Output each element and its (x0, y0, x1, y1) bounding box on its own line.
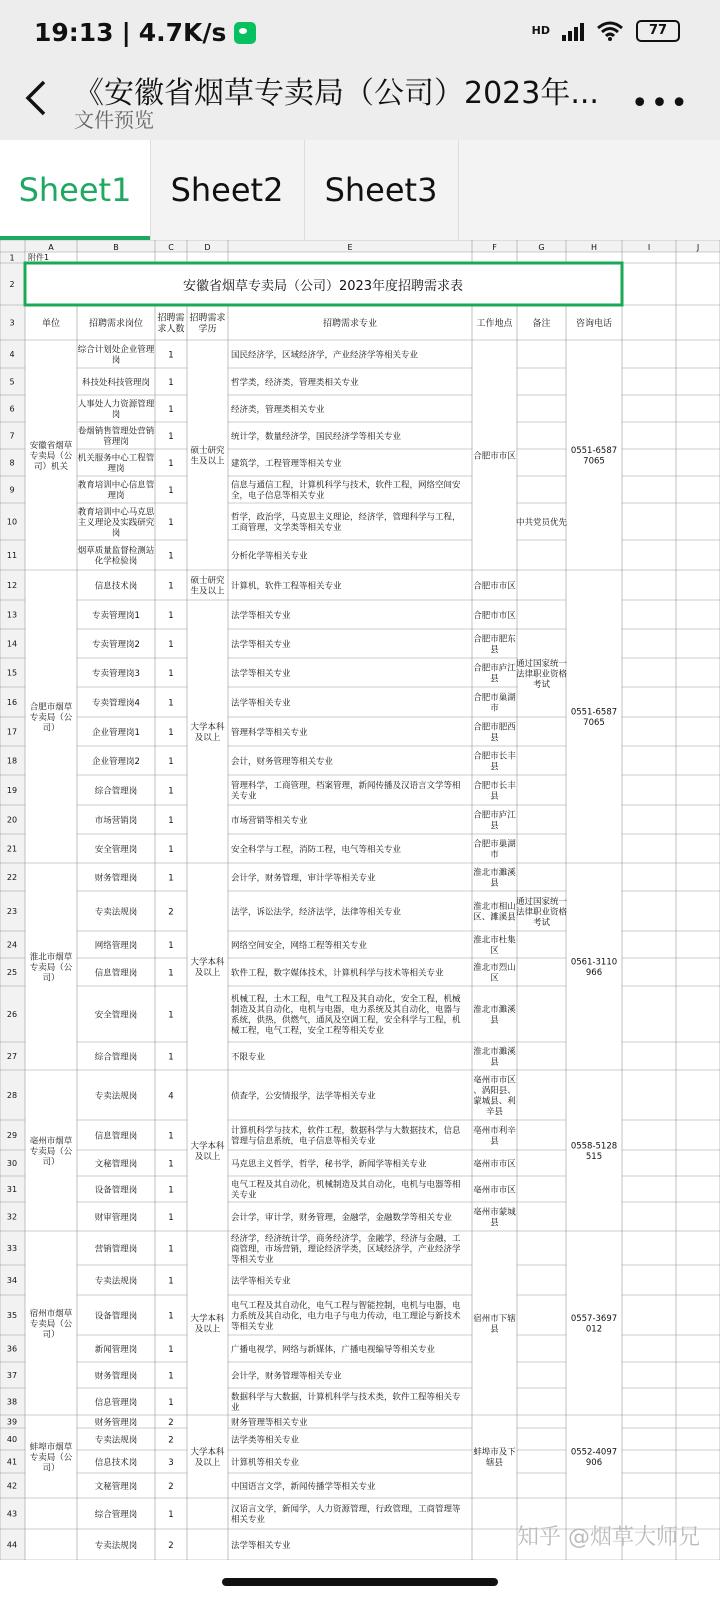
count-cell: 1 (168, 1509, 174, 1520)
status-right (532, 20, 680, 42)
row-number: 40 (6, 1435, 18, 1444)
location-cell: 合肥市巢湖市 (473, 693, 516, 714)
home-indicator[interactable] (222, 1578, 498, 1586)
table-title: 安徽省烟草专卖局（公司）2023年度招聘需求表 (182, 279, 464, 294)
phone-cell: 0552-4097 906 (570, 1447, 618, 1468)
count-cell: 2 (168, 1481, 174, 1492)
location-cell: 合肥市长丰县 (473, 781, 516, 802)
count-cell: 2 (168, 1435, 174, 1446)
major-cell: 统计学，数量经济学，国民经济学等相关专业 (231, 431, 402, 442)
location-cell: 合肥市市区 (473, 610, 516, 621)
major-cell: 市场营销等相关专业 (231, 815, 308, 826)
row-number: 35 (6, 1311, 18, 1320)
position-cell: 专卖管理岗1 (92, 610, 140, 621)
row-number: 3 (9, 318, 15, 328)
column-letter: F (492, 243, 497, 252)
major-cell: 法学等相关专业 (231, 610, 291, 621)
location-cell: 亳州市蒙城县 (473, 1207, 516, 1228)
status-time: 19:13 (34, 18, 114, 47)
phone-cell: 0561-3110 966 (570, 957, 618, 978)
location-cell: 淮北市濉溪县 (473, 1005, 516, 1026)
position-cell: 烟草质量监督检测站化学检验岗 (77, 546, 155, 567)
count-cell: 1 (168, 786, 174, 797)
note-cell: 通过国家统一法律职业资格考试 (515, 658, 568, 690)
count-cell: 1 (168, 1185, 174, 1196)
phone-cell: 0557-3697 012 (570, 1314, 618, 1335)
position-cell: 综合管理岗 (94, 786, 138, 797)
count-cell: 1 (168, 1244, 174, 1255)
count-cell: 1 (168, 377, 174, 388)
major-cell: 网络空间安全，网络工程等相关专业 (231, 940, 368, 951)
status-separator: | (121, 18, 131, 47)
education-cell: 大学本科及以上 (190, 722, 225, 743)
row-number: 13 (6, 610, 18, 620)
watermark: 知乎 @烟草大师兄 (517, 1525, 700, 1550)
major-cell: 法学等相关专业 (231, 1276, 291, 1287)
position-cell: 机关服务中心工程管理岗 (77, 453, 155, 474)
major-cell: 经济学，经济统计学，商务经济学，金融学，经济与金融，工商管理，市场营销，理论经济学类，区域经济学，产业经济学等相关专业 (231, 1233, 461, 1265)
count-cell: 1 (168, 1212, 174, 1223)
count-cell: 1 (168, 1276, 174, 1287)
count-cell: 1 (168, 1344, 174, 1355)
count-cell: 4 (168, 1091, 174, 1102)
major-cell: 法学类等相关专业 (231, 1435, 300, 1446)
major-cell: 会计，财务管理等相关专业 (231, 756, 334, 767)
column-letter: H (590, 243, 598, 252)
column-letter: C (168, 243, 174, 252)
major-cell: 机械工程，土木工程，电气工程及其自动化，安全工程，机械制造及其自动化，电机与电器，电力系统及其自动化，电器与系统，供热，供燃气，通风及空调工程，安全科学与工程，机械工程，电气工程，安全工程等相关专业 (231, 994, 461, 1036)
education-cell: 大学本科及以上 (190, 1314, 225, 1335)
row-number: 16 (6, 698, 18, 707)
row-number: 41 (6, 1457, 18, 1467)
row-number: 23 (6, 907, 18, 916)
position-cell: 营销管理岗 (94, 1244, 138, 1255)
count-cell: 1 (168, 639, 174, 650)
count-cell: 1 (168, 815, 174, 826)
location-cell: 合肥市市区 (473, 451, 516, 462)
position-cell: 新闻管理岗 (94, 1344, 138, 1355)
location-cell: 亳州市市区、涡阳县、蒙城县、利辛县 (473, 1075, 516, 1117)
row-number: 5 (9, 377, 15, 387)
major-cell: 法学，诉讼法学，经济法学，法律等相关专业 (231, 907, 402, 918)
row-number: 10 (6, 517, 18, 527)
count-cell: 1 (168, 1010, 174, 1021)
row-number: 33 (6, 1244, 18, 1253)
position-cell: 科技处科技管理岗 (81, 377, 151, 388)
note-cell: 中共党员优先 (515, 517, 568, 528)
row-number: 32 (6, 1212, 18, 1222)
row-number: 18 (6, 756, 18, 766)
major-cell: 国民经济学，区域经济学，产业经济学等相关专业 (231, 350, 419, 361)
count-cell: 1 (168, 1052, 174, 1063)
count-cell: 1 (168, 431, 174, 442)
hd-badge: HD (531, 24, 550, 37)
position-cell: 设备管理岗 (94, 1185, 138, 1196)
row-number: 2 (9, 280, 15, 289)
position-cell: 企业管理岗1 (92, 727, 140, 738)
major-cell: 数据科学与大数据，计算机科学与技术类，软件工程等相关专业 (231, 1392, 461, 1413)
unit-cell: 淮北市烟草专卖局（公司） (29, 952, 73, 984)
location-cell: 淮北市相山区、濉溪县 (473, 902, 516, 923)
signal-icon (562, 21, 584, 41)
wifi-icon (596, 20, 624, 42)
major-cell: 哲学，政治学，马克思主义理论，经济学，管理科学与工程，工商管理，文学类等相关专业 (231, 512, 461, 533)
position-cell: 专卖管理岗3 (92, 668, 140, 679)
position-cell: 专卖管理岗4 (92, 698, 140, 709)
column-letter: J (696, 243, 700, 252)
count-cell: 1 (168, 1397, 174, 1408)
position-cell: 企业管理岗2 (92, 756, 140, 767)
major-cell: 马克思主义哲学，哲学，秘书学，新闻学等相关专业 (231, 1159, 427, 1170)
row-number: 43 (6, 1509, 18, 1519)
count-cell: 1 (168, 458, 174, 469)
more-menu-icon[interactable]: ••• (630, 86, 690, 121)
major-cell: 管理科学，工商管理，档案管理，新闻传播及汉语言文学等相关专业 (231, 781, 461, 802)
row-number: 38 (6, 1397, 18, 1407)
position-cell: 财务管理岗 (94, 1417, 138, 1428)
row-number: 22 (6, 873, 18, 882)
spreadsheet-grid (0, 240, 720, 1560)
column-header: 单位 (41, 319, 61, 329)
location-cell: 淮北市烈山区 (473, 963, 516, 984)
wechat-icon (234, 22, 256, 44)
count-cell: 1 (168, 1131, 174, 1142)
row-number: 37 (6, 1371, 18, 1380)
major-cell: 侦查学，公安情报学，法学等相关专业 (231, 1091, 376, 1102)
row-number: 30 (6, 1159, 18, 1168)
education-cell: 大学本科及以上 (190, 1141, 225, 1162)
row-number: 21 (6, 844, 18, 854)
count-cell: 1 (168, 940, 174, 951)
location-cell: 合肥市庐江县 (473, 663, 516, 684)
position-cell: 信息技术岗 (94, 581, 138, 592)
column-letter: D (204, 243, 211, 252)
position-cell: 综合管理岗 (94, 1052, 138, 1063)
major-cell: 软件工程，数字媒体技术，计算机科学与技术等相关专业 (231, 968, 444, 979)
location-cell: 淮北市濉溪县 (473, 1047, 516, 1068)
position-cell: 专卖法规岗 (94, 1435, 138, 1446)
count-cell: 3 (168, 1457, 174, 1468)
position-cell: 财务管理岗 (94, 1371, 138, 1382)
row-number: 42 (6, 1481, 18, 1491)
major-cell: 会计学，财务管理等相关专业 (231, 1371, 342, 1382)
position-cell: 信息管理岗 (94, 1397, 138, 1408)
education-cell: 硕士研究生及以上 (190, 576, 225, 597)
count-cell: 1 (168, 517, 174, 528)
nav-bar (0, 1560, 720, 1600)
count-cell: 2 (168, 1417, 174, 1428)
count-cell: 1 (168, 668, 174, 679)
count-cell: 1 (168, 1311, 174, 1322)
location-cell: 合肥市长丰县 (473, 751, 516, 772)
count-cell: 1 (168, 698, 174, 709)
major-cell: 管理科学等相关专业 (231, 727, 308, 738)
count-cell: 1 (168, 844, 174, 855)
major-cell: 电气工程及其自动化，电气工程与智能控制，电机与电器，电力系统及其自动化，电力电子与电力传动，电工理论与新技术等相关专业 (231, 1300, 461, 1332)
back-arrow-icon[interactable] (22, 78, 52, 118)
row-number: 6 (9, 404, 15, 414)
position-cell: 财务管理岗 (94, 873, 138, 884)
position-cell: 信息技术岗 (94, 1457, 138, 1468)
column-header: 备注 (532, 319, 551, 329)
count-cell: 1 (168, 1159, 174, 1170)
row-number: 1 (9, 253, 15, 263)
position-cell: 综合管理岗 (94, 1509, 138, 1520)
location-cell: 合肥市庐江县 (473, 810, 516, 831)
major-cell: 计算机科学与技术，软件工程，数据科学与大数据技术，信息管理与信息系统，电子信息等相关专业 (231, 1126, 461, 1147)
major-cell: 电气工程及其自动化，机械制造及其自动化，电机与电器等相关专业 (231, 1180, 461, 1201)
tab-sheet3[interactable]: Sheet3 (304, 140, 459, 240)
phone-cell: 0558-5128 515 (570, 1141, 618, 1162)
major-cell: 汉语言文学，新闻学，人力资源管理，行政管理，工商管理等相关专业 (231, 1504, 461, 1525)
major-cell: 不限专业 (231, 1052, 266, 1063)
major-cell: 法学等相关专业 (231, 698, 291, 709)
count-cell: 1 (168, 404, 174, 415)
count-cell: 1 (168, 350, 174, 361)
status-left (34, 18, 256, 47)
tab-sheet2[interactable]: Sheet2 (150, 140, 305, 240)
count-cell: 1 (168, 610, 174, 621)
status-bar (0, 0, 720, 60)
position-cell: 安全管理岗 (94, 1010, 138, 1021)
column-header: 招聘需求人数 (157, 313, 185, 335)
location-cell: 宿州市下辖县 (473, 1314, 516, 1335)
row-number: 17 (6, 727, 18, 737)
row-number: 4 (9, 350, 15, 359)
row-number: 39 (6, 1417, 18, 1427)
position-cell: 教育培训中心信息管理岗 (77, 480, 155, 501)
major-cell: 财务管理等相关专业 (231, 1417, 308, 1428)
major-cell: 计算机等相关专业 (231, 1457, 300, 1468)
row-number: 8 (9, 458, 15, 468)
count-cell: 1 (168, 727, 174, 738)
unit-cell: 宿州市烟草专卖局（公司） (29, 1308, 73, 1340)
column-letter: A (48, 243, 54, 252)
location-cell: 亳州市市区 (473, 1185, 516, 1196)
row-number: 7 (9, 431, 15, 441)
row-number: 20 (6, 815, 18, 825)
education-cell: 硕士研究生及以上 (190, 446, 225, 467)
major-cell: 法学等相关专业 (231, 668, 291, 679)
major-cell: 会计学，审计学，财务管理，金融学，金融数学等相关专业 (231, 1212, 453, 1223)
row-number: 19 (6, 786, 18, 795)
file-subtitle: 文件预览 (74, 108, 154, 132)
position-cell: 信息管理岗 (94, 968, 138, 979)
position-cell: 专卖法规岗 (94, 907, 138, 918)
location-cell: 合肥市巢湖市 (473, 839, 516, 860)
education-cell: 大学本科及以上 (190, 1447, 225, 1468)
position-cell: 专卖管理岗2 (92, 639, 140, 650)
column-letter: G (538, 243, 545, 252)
title-bar (0, 60, 720, 140)
row-number: 12 (6, 581, 18, 590)
position-cell: 设备管理岗 (94, 1311, 138, 1322)
education-cell: 大学本科及以上 (190, 957, 225, 978)
attachment-label: 附件1 (28, 253, 50, 262)
status-speed: 4.7K/s (138, 18, 227, 47)
count-cell: 1 (168, 1371, 174, 1382)
location-cell: 淮北市杜集区 (473, 935, 516, 956)
major-cell: 安全科学与工程，消防工程，电气等相关专业 (231, 844, 402, 855)
major-cell: 法学等相关专业 (231, 1540, 291, 1551)
location-cell: 合肥市市区 (473, 581, 516, 592)
column-letter: E (347, 243, 353, 252)
major-cell: 计算机，软件工程等相关专业 (231, 581, 342, 592)
column-header-band (0, 240, 720, 252)
row-number: 28 (6, 1091, 18, 1100)
count-cell: 1 (168, 756, 174, 767)
major-cell: 信息与通信工程，计算机科学与技术，软件工程，网络空间安全，电子信息等相关专业 (231, 480, 461, 501)
major-cell: 经济类，管理类相关专业 (231, 404, 325, 415)
position-cell: 专卖法规岗 (94, 1540, 138, 1551)
file-title: 《安徽省烟草专卖局（公司）2023年... (74, 76, 599, 111)
position-cell: 文秘管理岗 (94, 1159, 138, 1170)
position-cell: 综合计划处企业管理岗 (77, 345, 155, 366)
phone-cell: 0551-6587 7065 (570, 446, 618, 467)
position-cell: 安全管理岗 (94, 844, 138, 855)
column-letter: I (647, 243, 651, 252)
position-cell: 信息管理岗 (94, 1131, 138, 1142)
major-cell: 会计学，财务管理，审计学等相关专业 (231, 873, 376, 884)
unit-cell: 亳州市烟草专卖局（公司） (29, 1136, 73, 1168)
column-header: 招聘需求岗位 (88, 319, 144, 329)
note-cell: 通过国家统一法律职业资格考试 (515, 896, 568, 928)
count-cell: 1 (168, 581, 174, 592)
major-cell: 法学等相关专业 (231, 639, 291, 650)
row-number: 14 (6, 639, 18, 649)
column-header: 工作地点 (476, 319, 513, 329)
spreadsheet-view[interactable] (0, 240, 720, 1560)
unit-cell: 蚌埠市烟草专卖局（公司） (29, 1442, 73, 1474)
location-cell: 合肥市肥东县 (473, 634, 516, 655)
row-number: 29 (6, 1131, 18, 1140)
column-header: 咨询电话 (575, 319, 613, 329)
location-cell: 淮北市濉溪县 (473, 868, 516, 889)
location-cell: 蚌埠市及下辖县 (473, 1447, 516, 1468)
column-letter: B (113, 243, 119, 252)
position-cell: 专卖法规岗 (94, 1276, 138, 1287)
row-number: 44 (6, 1540, 18, 1550)
column-header: 招聘需求专业 (322, 319, 378, 329)
unit-cell: 合肥市烟草专卖局（公司） (29, 702, 73, 734)
location-cell: 亳州市市区 (473, 1159, 516, 1170)
major-cell: 哲学类，经济类，管理类相关专业 (231, 377, 359, 388)
major-cell: 建筑学，工程管理等相关专业 (231, 458, 342, 469)
position-cell: 市场营销岗 (94, 815, 138, 826)
position-cell: 人事处人力资源管理岗 (77, 399, 155, 420)
count-cell: 1 (168, 551, 174, 562)
count-cell: 1 (168, 485, 174, 496)
position-cell: 教育培训中心马克思主义理论及实践研究岗 (77, 507, 155, 539)
column-header: 招聘需求学历 (189, 313, 226, 335)
count-cell: 1 (168, 968, 174, 979)
major-cell: 中国语言文学，新闻传播学等相关专业 (231, 1481, 376, 1492)
position-cell: 文秘管理岗 (94, 1481, 138, 1492)
row-number: 11 (6, 551, 18, 560)
row-number: 34 (6, 1276, 18, 1285)
row-number: 36 (6, 1344, 18, 1354)
row-number: 25 (6, 968, 18, 977)
count-cell: 2 (168, 1540, 174, 1551)
count-cell: 2 (168, 907, 174, 918)
sheet-tab-bar (0, 140, 720, 240)
tab-sheet1[interactable]: Sheet1 (0, 140, 151, 240)
row-number: 9 (9, 485, 15, 495)
row-number: 27 (6, 1052, 18, 1061)
row-number: 26 (6, 1010, 18, 1019)
unit-cell: 安徽省烟草专卖局（公司）机关 (29, 440, 73, 472)
row-number: 24 (6, 940, 18, 950)
position-cell: 网络管理岗 (94, 940, 138, 951)
count-cell: 1 (168, 873, 174, 884)
major-cell: 分析化学等相关专业 (231, 551, 308, 562)
major-cell: 广播电视学，网络与新媒体，广播电视编导等相关专业 (231, 1344, 436, 1355)
row-number: 31 (6, 1185, 18, 1194)
position-cell: 卷烟销售管理处营销管理岗 (77, 426, 155, 447)
position-cell: 专卖法规岗 (94, 1091, 138, 1102)
phone-cell: 0551-6587 7065 (570, 707, 618, 728)
battery-indicator: 77 (636, 20, 680, 42)
row-number: 15 (6, 668, 18, 678)
location-cell: 合肥市肥西县 (473, 722, 516, 743)
position-cell: 财审管理岗 (94, 1212, 138, 1223)
location-cell: 亳州市利辛县 (473, 1126, 516, 1147)
